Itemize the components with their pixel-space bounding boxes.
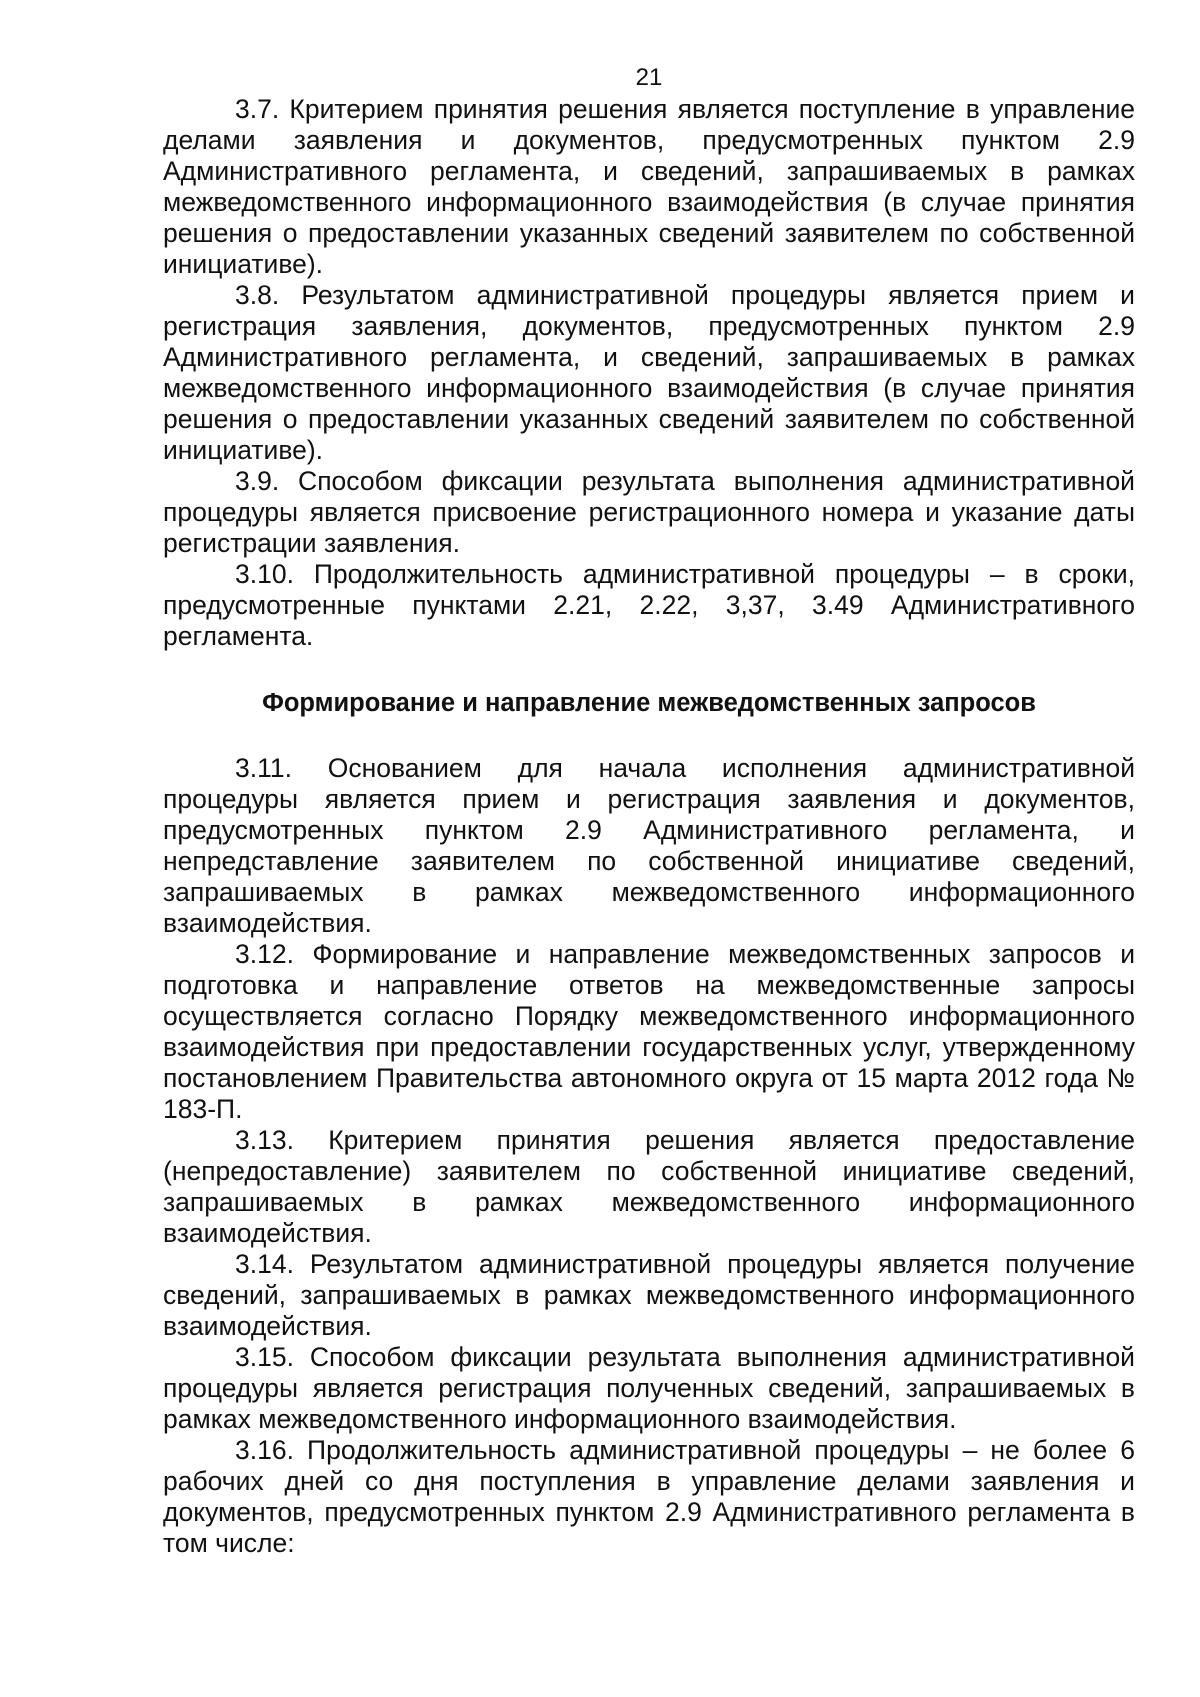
paragraph-3-8: 3.8. Результатом административной процедуры является прием и регистрация заявления, документов, предусмотренных пунктом 2.9 Административного регламента, и сведений, запрашиваемых в рамках межведомственного информационного взаимодействия (в случае принятия решения о предоставлении указанных сведений заявителем по собственной инициативе). xyxy=(163,280,1135,465)
paragraph-3-12: 3.12. Формирование и направление межведомственных запросов и подготовка и направление ответов на межведомственные запросы осуществляется согласно Порядку межведомственного информационного взаимодействия при предоставлении государственных услуг, утвержденному постановлением Правительства автономного округа от 15 марта 2012 года № 183-П. xyxy=(163,939,1135,1124)
paragraph-3-13: 3.13. Критерием принятия решения является предоставление (непредоставление) заявителем по собственной инициативе сведений, запрашиваемых в рамках межведомственного информационного взаимодействия. xyxy=(163,1125,1135,1248)
paragraph-3-15: 3.15. Способом фиксации результата выполнения административной процедуры является регистрация полученных сведений, запрашиваемых в рамках межведомственного информационного взаимодействия. xyxy=(163,1342,1135,1434)
paragraph-3-9: 3.9. Способом фиксации результата выполнения административной процедуры является присвоение регистрационного номера и указание даты регистрации заявления. xyxy=(163,466,1135,558)
page-number: 21 xyxy=(635,64,663,91)
paragraph-3-10: 3.10. Продолжительность административной процедуры – в сроки, предусмотренные пунктами 2.21, 2.22, 3,37, 3.49 Административного регламента. xyxy=(163,559,1135,651)
paragraph-3-11: 3.11. Основанием для начала исполнения административной процедуры является прием и регистрация заявления и документов, предусмотренных пунктом 2.9 Административного регламента, и непредставление заявителем по собственной инициативе сведений, запрашиваемых в рамках межведомственного информационного взаимодействия. xyxy=(163,753,1135,938)
paragraph-3-14: 3.14. Результатом административной процедуры является получение сведений, запрашиваемых в рамках межведомственного информационного взаимодействия. xyxy=(163,1249,1135,1341)
section-heading: Формирование и направление межведомственных запросов xyxy=(262,689,1036,717)
paragraph-3-16: 3.16. Продолжительность административной процедуры – не более 6 рабочих дней со дня поступления в управление делами заявления и документов, предусмотренных пунктом 2.9 Административного регламента в том числе: xyxy=(163,1435,1135,1558)
document-page xyxy=(163,62,1135,1559)
paragraph-3-7: 3.7. Критерием принятия решения является поступление в управление делами заявления и документов, предусмотренных пунктом 2.9 Административного регламента, и сведений, запрашиваемых в рамках межведомственного информационного взаимодействия (в случае принятия решения о предоставлении указанных сведений заявителем по собственной инициативе). xyxy=(163,94,1135,279)
